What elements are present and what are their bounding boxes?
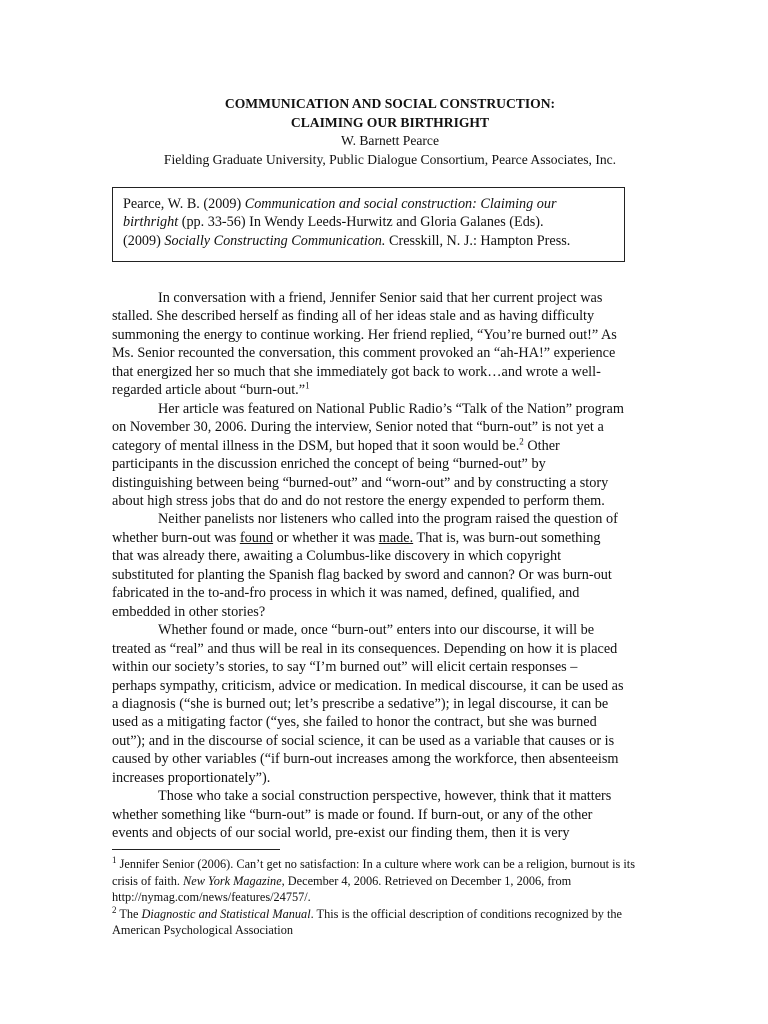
- paragraph-1-text: regarded article about “burn-out.”: [112, 382, 306, 399]
- paragraph-2-line: on November 30, 2006. During the interview, Senior noted that “burn-out” is not yet a: [112, 419, 604, 436]
- footnote-2-number: 2: [112, 904, 117, 915]
- paper-title-line-2: CLAIMING OUR BIRTHRIGHT: [290, 114, 490, 130]
- paragraph-2-line: participants in the discussion enriched the concept of being “burned-out” by: [112, 456, 546, 473]
- footnote-2-text: The: [116, 906, 142, 921]
- footnote-2-text: . This is the official description of conditions recognized by the: [310, 906, 622, 921]
- footnote-1-number: 1: [112, 854, 117, 865]
- footnote-2-manual-title: Diagnostic and Statistical Manual: [141, 906, 311, 921]
- underlined-word-found: found: [239, 529, 274, 546]
- footnote-divider: [112, 849, 280, 850]
- paragraph-4-line: used as a mitigating factor (“yes, she failed to honor the contract, but she was burned: [112, 714, 597, 731]
- footnote-ref-1[interactable]: 1: [305, 380, 310, 391]
- footnote-1-line: [112, 856, 668, 873]
- body-text: [112, 289, 668, 843]
- footnote-1-url[interactable]: http://nymag.com/news/features/24757/.: [112, 890, 311, 904]
- citation-line-2: [123, 213, 614, 231]
- paragraph-3-text: or whether it was: [273, 529, 379, 546]
- citation-title-cont: birthright: [123, 214, 179, 231]
- paragraph-4-line: treated as “real” and thus will be real in its consequences. Depending on how it is placed: [112, 640, 618, 657]
- footnotes: [112, 856, 668, 939]
- footnote-1-text: crisis of faith.: [112, 873, 184, 888]
- paragraph-2-line: [112, 437, 668, 455]
- paragraph-3-line: fabricated in the to-and-fro process in which it was named, defined, qualified, and: [112, 585, 580, 602]
- author-affiliation: Fielding Graduate University, Public Dialogue Consortium, Pearce Associates, Inc.: [163, 151, 617, 167]
- citation-box: [112, 187, 625, 262]
- citation-title: Communication and social construction: Claiming our: [244, 196, 557, 212]
- paragraph-1-line-last: [112, 381, 668, 399]
- paragraph-5-line: events and objects of our social world, pre-exist our finding them, then it is very: [112, 825, 570, 842]
- citation-line-3: [123, 232, 614, 250]
- footnote-1-text: Jennifer Senior (2006). Can’t get no satisfaction: In a culture where work can be a religion, burnout is its: [116, 857, 635, 871]
- paragraph-4-line: increases proportionately”).: [112, 769, 271, 786]
- paragraph-1-line: Ms. Senior recounted the conversation, this comment provoked an “ah-HA!” experience: [112, 345, 616, 362]
- footnote-2-line: American Psychological Association: [112, 923, 294, 937]
- paragraph-4-line: caused by other variables (“if burn-out increases among the workforce, then absenteeism: [112, 751, 619, 768]
- footnote-2-line: [112, 906, 668, 923]
- paragraph-2-text: category of mental illness in the DSM, but hoped that it soon would be.: [112, 437, 520, 454]
- paragraph-2-text: Other: [523, 437, 560, 454]
- paragraph-2-line: about high stress jobs that do and do not restore the energy expended to perform them.: [112, 492, 605, 509]
- citation-pages-editors: (pp. 33-56) In Wendy Leeds-Hurwitz and Gloria Galanes (Eds).: [178, 214, 544, 231]
- paragraph-5-line: Those who take a social construction perspective, however, think that it matters: [158, 788, 612, 805]
- paragraph-5-line: whether something like “burn-out” is made or found. If burn-out, or any of the other: [112, 806, 593, 823]
- paragraph-3-line: substituted for planting the Spanish flag backed by sword and cannon? Or was burn-out: [112, 566, 612, 583]
- paragraph-4-line: within our society’s stories, to say “I’m burned out” will elicit certain responses –: [112, 659, 578, 676]
- paragraph-3-line: embedded in other stories?: [112, 603, 266, 620]
- citation-book-title: Socially Constructing Communication.: [164, 232, 386, 249]
- paragraph-3-line: [112, 529, 668, 547]
- paragraph-2-line: Her article was featured on National Public Radio’s “Talk of the Nation” program: [158, 400, 624, 417]
- paragraph-1-line: that energized her so much that she immediately got back to work…and wrote a well-: [112, 363, 601, 380]
- paper-header: [112, 95, 668, 169]
- footnote-1-line: [112, 873, 668, 890]
- underlined-word-made: made.: [378, 529, 414, 546]
- citation-year: (2009): [123, 232, 165, 249]
- citation-author: Pearce, W. B. (2009): [123, 196, 245, 212]
- paragraph-3-line: Neither panelists nor listeners who called into the program raised the question of: [158, 511, 618, 528]
- paragraph-4-line: out”); and in the discourse of social science, it can be used as a variable that causes or is: [112, 732, 615, 749]
- paper-title-line-1: COMMUNICATION AND SOCIAL CONSTRUCTION:: [224, 96, 556, 111]
- footnote-1-text: , December 4, 2006. Retrieved on December 1, 2006, from: [281, 873, 572, 888]
- paragraph-2-line: distinguishing between being “burned-out” and “worn-out” and by constructing a story: [112, 474, 609, 491]
- paragraph-1-line: In conversation with a friend, Jennifer Senior said that her current project was: [158, 290, 603, 306]
- footnote-1-magazine: New York Magazine: [183, 873, 282, 888]
- footnote-ref-2[interactable]: 2: [519, 435, 524, 446]
- paragraph-4-line: Whether found or made, once “burn-out” enters into our discourse, it will be: [158, 622, 595, 639]
- citation-publisher: Cresskill, N. J.: Hampton Press.: [385, 232, 571, 249]
- paragraph-1-line: stalled. She described herself as finding all of her ideas stale and as having difficulty: [112, 308, 595, 325]
- paragraph-1-line: summoning the energy to continue working. Her friend replied, “You’re burned out!” As: [112, 326, 617, 343]
- paragraph-3-line: that was already there, awaiting a Columbus-like discovery in which copyright: [112, 548, 562, 565]
- author-name: W. Barnett Pearce: [340, 133, 439, 148]
- paragraph-3-text: That is, was burn-out something: [413, 529, 601, 546]
- paragraph-3-text: whether burn-out was: [112, 529, 240, 546]
- citation-line-1: [123, 195, 614, 213]
- paragraph-4-line: perhaps sympathy, criticism, advice or medication. In medical discourse, it can be used as: [112, 677, 624, 694]
- paragraph-4-line: a diagnosis (“she is burned out; let’s prescribe a sedative”); in legal discourse, it can be: [112, 695, 609, 712]
